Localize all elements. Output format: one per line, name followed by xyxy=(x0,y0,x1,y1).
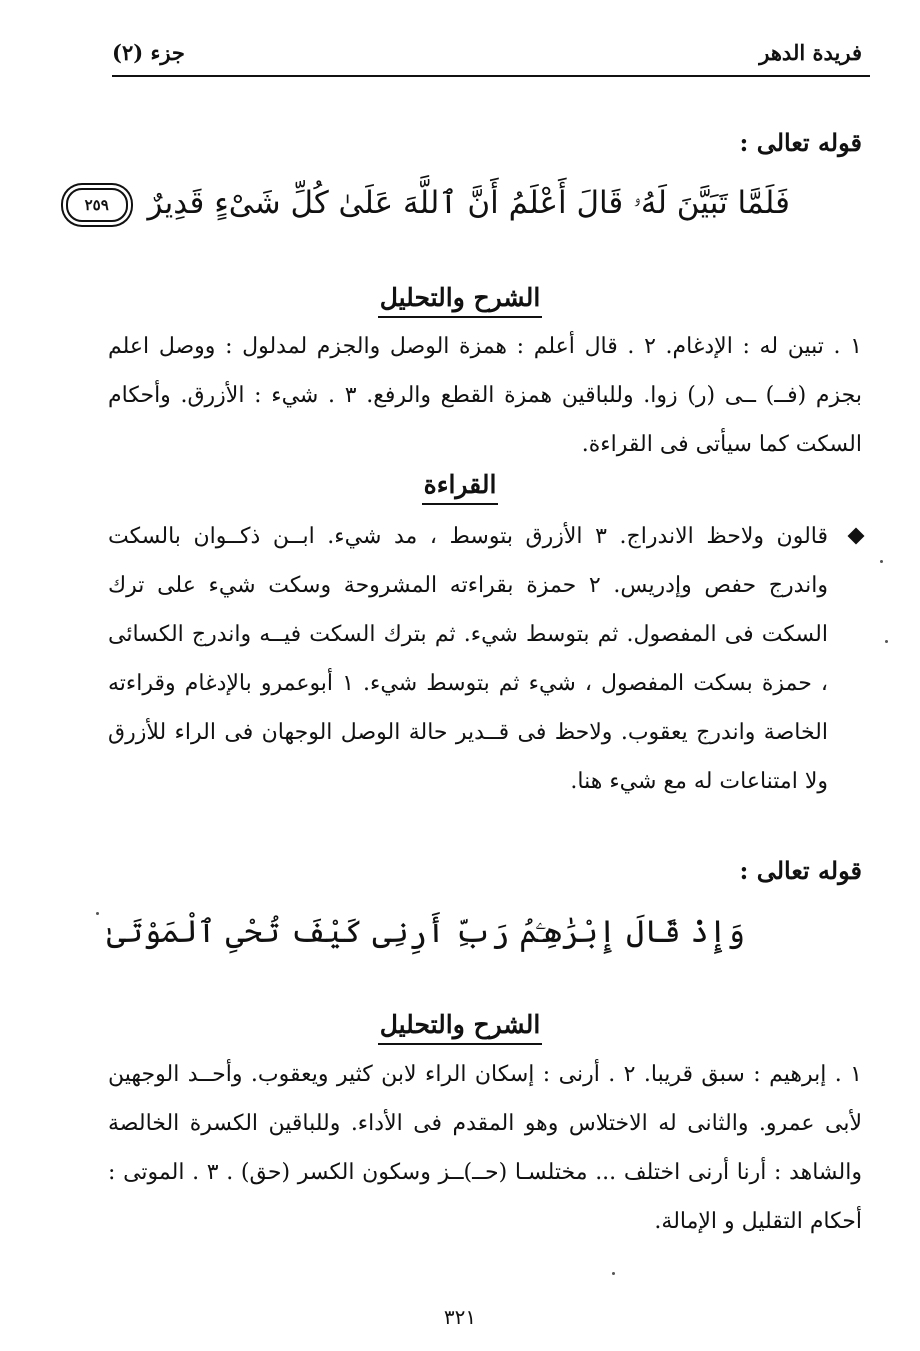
page-number: ٣٢١ xyxy=(443,1305,477,1329)
running-header-volume: جزء (٢) xyxy=(112,40,185,65)
explanation-paragraph: ١ . تبين له : الإدغام. ٢ . قال أعلم : همزة الوصل والجزم لمدلول : ووصل اعلم بجزم (فــ) ــى (ر) زوا. وللباقين همزة القطع والرفع. ٣ . شيء : الأزرق. وأحكام السكت كما سيأتى فى القراءة. xyxy=(108,334,863,457)
reading-heading-text: القراءة xyxy=(422,470,499,505)
scan-speck xyxy=(612,1272,615,1275)
reading-paragraph: قالون ولاحظ الاندراج. ٣ الأزرق بتوسط ، مد شيء. ابــن ذكــوان بالسكت واندرج حفص وإدريس. ٢ حمزة بقراءته المشروحة وسكت شيء على ترك السكت فى المفصول. ثم بتوسط شيء. ثم بترك السكت فيــه واندرج الكسائى ، حمزة بسكت المفصول ، شيء ثم بتوسط شيء. ١ أبوعمرو بالإدغام وقراءته الخاصة واندرج يعقوب. ولاحظ فى قــدير حالة الوصل الوجهان فى الراء للأزرق ولا امتناعات له مع شيء هنا. xyxy=(108,524,829,794)
explanation-heading-text: الشرح والتحليل xyxy=(378,1010,543,1045)
explanation-heading xyxy=(0,1010,920,1039)
explanation-heading xyxy=(0,283,920,312)
ayah-number-marker: ٢٥٩ xyxy=(66,188,128,222)
verse-intro: قوله تعالى : xyxy=(739,128,862,157)
verse-intro: قوله تعالى : xyxy=(739,856,862,885)
bullet-diamond-icon xyxy=(848,528,865,545)
running-header-title: فريدة الدهر xyxy=(759,40,862,65)
reading-heading xyxy=(0,470,920,499)
scan-speck xyxy=(885,640,888,643)
scan-speck xyxy=(880,560,883,563)
quran-verse xyxy=(107,912,745,952)
quran-verse xyxy=(66,183,790,223)
explanation-heading-text: الشرح والتحليل xyxy=(378,283,543,318)
verse-text: وَإِذْ قَالَ إِبْرَٰهِـۧمُ رَبِّ أَرِنِى كَيْفَ تُحْىِ ٱلْمَوْتَىٰ xyxy=(106,914,745,950)
explanation-paragraph: ١ . إبرهيم : سبق قريبا. ٢ . أرنى : إسكان الراء لابن كثير ويعقوب. وأحــد الوجهين لأبى عمرو. والثانى له الاختلاس وهو المقدم فى الأداء. وللباقين الكسرة الخالصة والشاهد : أرنا أرنى اختلف ... مختلسـا (حــ)ــز وسكون الكسر (حق) . ٣ . الموتى : أحكام التقليل و الإمالة. xyxy=(108,1062,862,1234)
verse-text: فَلَمَّا تَبَيَّنَ لَهُۥ قَالَ أَعْلَمُ أَنَّ ٱللَّهَ عَلَىٰ كُلِّ شَىْءٍ قَدِيرٌ xyxy=(147,185,790,221)
header-rule xyxy=(112,75,870,77)
scan-speck xyxy=(96,912,99,915)
